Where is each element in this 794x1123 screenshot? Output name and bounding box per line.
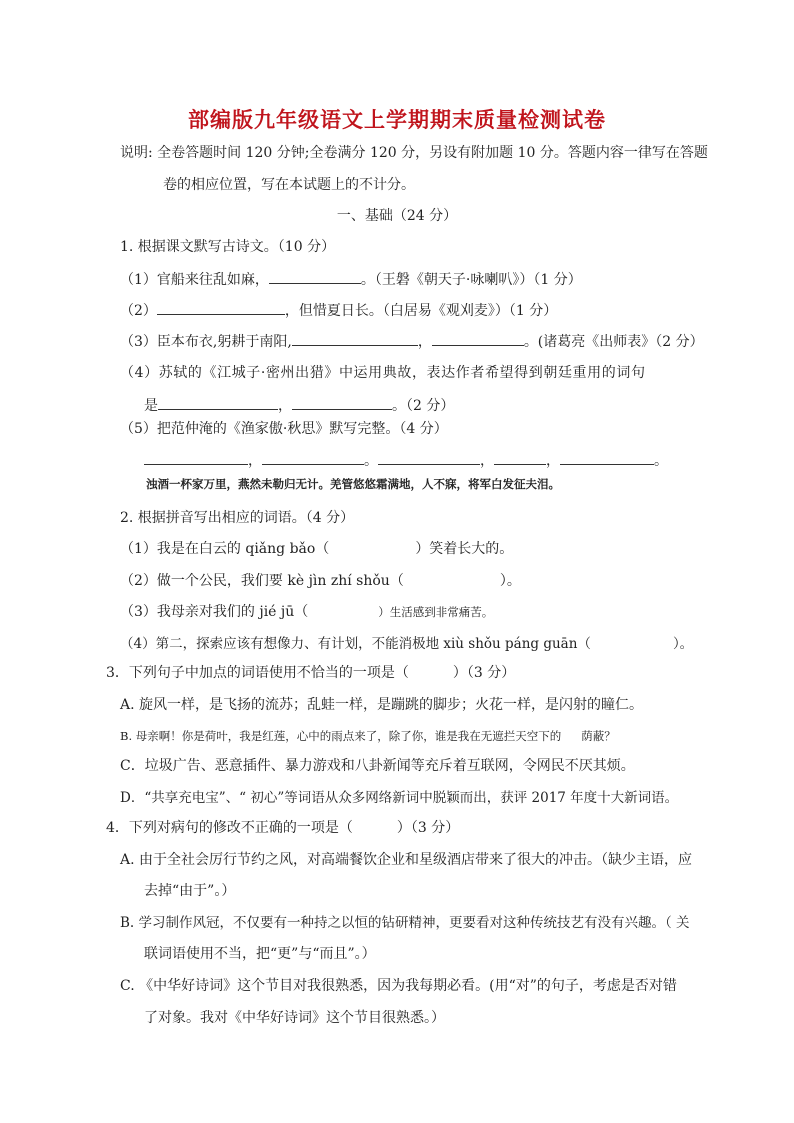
q2-item-1	[120, 539, 513, 559]
answer-blank[interactable]	[157, 299, 285, 315]
q2-item-2	[120, 571, 521, 591]
answer-blank[interactable]	[560, 449, 654, 465]
q1-item-1-text: （1）官船来往乱如麻，	[120, 272, 269, 288]
q1-item-4-line-1: （4）苏轼的《江城子·密州出猎》中运用典故，表达作者希望得到朝廷重用的词句	[120, 365, 646, 381]
q1-item-4-text: 是	[144, 398, 158, 414]
answer-blank[interactable]	[292, 394, 392, 410]
blank-separator: ，	[480, 453, 494, 469]
q4-option-c-line-1: C. 《中华好诗词》这个节目对我很熟悉，因为我每期必看。(用“对”的句子，考虑是否对错	[120, 978, 677, 994]
q4-option-b-line-1: B. 学习制作风冠，不仅要有一种持之以恒的钻研精神，更要看对这种传统技艺有没有兴趣。（ 关	[120, 915, 690, 931]
answer-blank[interactable]	[292, 330, 418, 346]
q2-item-4-text: （4）第二，探索应该有想像力、有计划，不能消极地 xiù shǒu páng guān（	[120, 636, 591, 652]
q2-item-4	[120, 634, 693, 654]
q1-item-4-score: 。（2 分）	[392, 398, 455, 414]
q1-item-3	[120, 330, 704, 352]
q3-stem	[106, 663, 515, 683]
q2-stem: 2. 根据拼音写出相应的词语。（4 分）	[120, 510, 355, 526]
q1-item-3-sep: ，	[417, 334, 432, 350]
q3-option-c: C．垃圾广告、恶意插件、暴力游戏和八卦新闻等充斥着互联网，令网民不厌其烦。	[120, 758, 635, 774]
q2-item-2-text: （2）做一个公民，我们要 kè jìn zhí shǒu（	[120, 573, 404, 589]
blank-separator: 。	[364, 453, 378, 469]
q4-option-a-line-1: A. 由于全社会厉行节约之风，对高端餐饮企业和星级酒店带来了很大的冲击。（缺少主语，应	[120, 852, 693, 868]
q1-item-5-blanks	[144, 449, 668, 471]
q1-item-3-text: （3）臣本布衣,躬耕于南阳,	[120, 334, 292, 350]
q3-option-a: A. 旋风一样，是飞扬的流苏；乱蛙一样，是蹦跳的脚步；火花一样，是闪射的瞳仁。	[120, 697, 644, 713]
q3-option-b-end: 荫蔽？	[581, 729, 616, 743]
q3-stem-text: 3．下列句子中加点的词语使用不恰当的一项是（	[106, 665, 409, 681]
q2-item-4-end: ）。	[672, 636, 694, 652]
q3-score: ）（3 分）	[452, 665, 516, 681]
q4-stem-text: 4．下列对病句的修改不正确的一项是（	[106, 820, 353, 836]
q4-option-c-line-2: 了对象。我对《中华好诗词》这个节目很熟悉。）	[144, 1010, 445, 1026]
q4-option-a-line-2: 去掉“由于”。）	[144, 883, 236, 899]
q4-option-b-line-2: 联词语使用不当，把“更”与“而且”。）	[144, 946, 376, 962]
q1-item-2-text: ，但惜夏日长。（白居易《观刈麦》）（1 分）	[284, 303, 558, 319]
q2-item-1-text: （1）我是在白云的 qiǎng bǎo（	[120, 541, 330, 557]
q1-item-4-sep: ，	[278, 398, 292, 414]
answer-blank[interactable]	[432, 330, 524, 346]
exam-title: 部编版九年级语文上学期期末质量检测试卷	[188, 108, 606, 132]
q2-item-3	[120, 602, 493, 622]
q4-score: ）（3 分）	[396, 820, 460, 836]
answer-blank[interactable]	[378, 449, 480, 465]
blank-separator: ，	[546, 453, 560, 469]
q1-item-3-source: 。(诸葛亮《出师表》（2 分）	[523, 334, 704, 350]
blank-separator: ，	[248, 453, 262, 469]
q1-item-5: （5）把范仲淹的《渔家傲·秋思》默写完整。（4 分）	[120, 421, 448, 437]
q2-item-3-end: ）生活感到非常痛苦。	[378, 605, 494, 619]
intro-line-2: 卷的相应位置，写在本试题上的不计分。	[163, 177, 415, 193]
answer-blank[interactable]	[269, 268, 361, 284]
q1-stem: 1. 根据课文默写古诗文。（10 分）	[120, 239, 336, 255]
answer-blank[interactable]	[144, 449, 248, 465]
q3-option-b	[120, 726, 616, 746]
q2-item-3-text: （3）我母亲对我们的 jié jū（	[120, 604, 309, 620]
q3-option-d: D．“共享充电宝”、“ 初心”等词语从众多网络新词中脱颖而出，获评 2017 年度十大新词语。	[120, 790, 679, 806]
section-heading: 一、基础（24 分）	[336, 208, 458, 224]
blank-separator: 。	[654, 453, 668, 469]
q1-item-4-line-2	[144, 394, 454, 416]
q1-item-2	[120, 299, 557, 321]
answer-blank[interactable]	[262, 449, 364, 465]
q1-item-1-source: 。（王磐《朝天子·咏喇叭》）（1 分）	[360, 272, 582, 288]
q1-item-1	[120, 268, 582, 290]
q3-option-b-text: B. 母亲啊！你是荷叶，我是红莲，心中的雨点来了，除了你，谁是我在无遮拦天空下的	[120, 729, 562, 743]
q2-item-2-end: ）。	[499, 573, 521, 589]
q4-stem	[106, 818, 459, 838]
handwritten-answer: 浊酒一杯家万里，燕然未勒归无计。羌管悠悠霜满地，人不寐，将军白发征夫泪。	[146, 477, 560, 491]
intro-line-1: 说明: 全卷答题时间 120 分钟;全卷满分 120 分，另设有附加题 10 分。答题内容一律写在答题	[120, 145, 708, 161]
answer-blank[interactable]	[158, 394, 278, 410]
q1-item-2-num: （2）	[120, 303, 157, 319]
q2-item-1-end: ）笑着长大的。	[415, 541, 514, 557]
answer-blank[interactable]	[494, 449, 546, 465]
